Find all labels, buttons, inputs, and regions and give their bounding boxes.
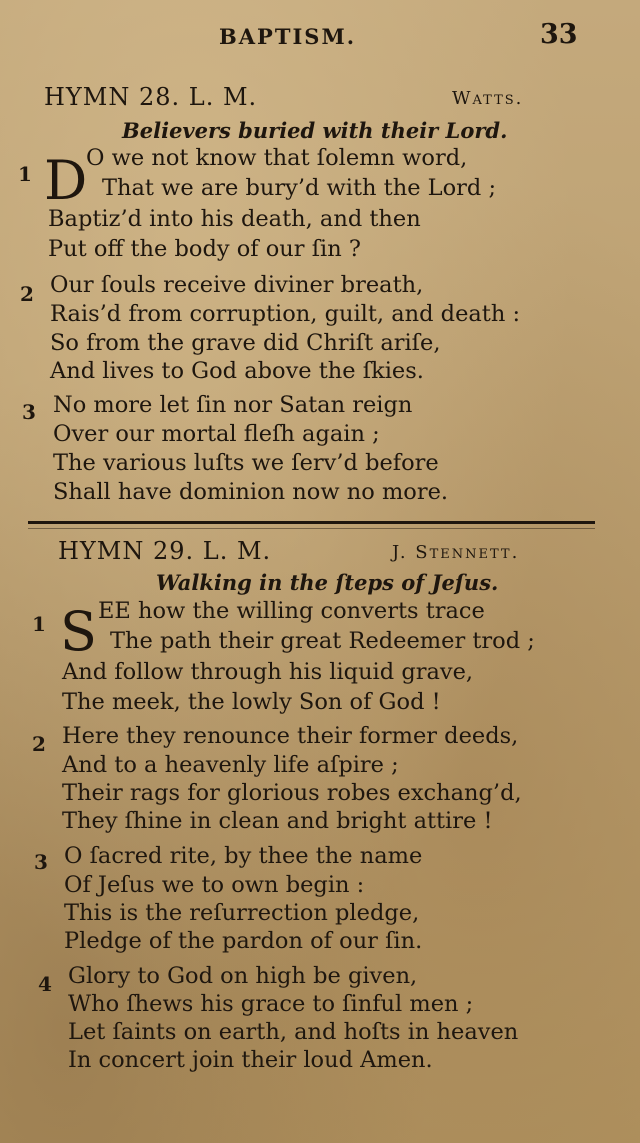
hymn-29-verse-4-line-1: Glory to God on high be given,: [68, 963, 418, 989]
page-number: 33: [540, 19, 578, 50]
hymn-29-verse-2-line-4: They ſhine in clean and bright attire !: [62, 808, 493, 834]
hymn-28-verse-2-line-3: So from the grave did Chriſt ariſe,: [50, 330, 441, 356]
hymn-28-verse-2-number: 2: [20, 282, 34, 306]
hymn-28-verse-3-number: 3: [22, 400, 36, 424]
hymn-29-verse-2-line-3: Their rags for glorious robes exchang’d,: [62, 780, 522, 806]
hymn-29-verse-3-line-2: Of Jeſus we to own begin :: [64, 872, 365, 898]
hymn-28-verse-1-line-3: Baptiz’d into his death, and then: [48, 206, 421, 232]
hymn-29-heading: HYMN 29. L. M.: [58, 537, 272, 565]
hymn-28-verse-1-line-2: That we are bury’d with the Lord ;: [102, 175, 497, 201]
hymn-28-verse-3-line-3: The various luſts we ſerv’d before: [53, 450, 439, 476]
hymn-29-verse-1-line-1: EE how the willing converts trace: [98, 598, 485, 624]
hymn-28-verse-3-line-1: No more let ſin nor Satan reign: [53, 392, 413, 418]
section-divider-thin: [28, 528, 595, 529]
hymn-29-verse-3-number: 3: [34, 850, 48, 874]
hymn-28-verse-2-line-2: Rais’d from corruption, guilt, and death :: [50, 301, 521, 327]
hymn-28-author: Watts.: [452, 88, 524, 109]
hymn-28-heading: HYMN 28. L. M.: [44, 83, 258, 111]
hymn-28-verse-1-number: 1: [18, 162, 32, 186]
hymn-29-verse-2-line-1: Here they renounce their former deeds,: [62, 723, 519, 749]
hymn-29-subtitle: Walking in the ſteps of Jeſus.: [156, 570, 499, 595]
hymn-29-verse-2-line-2: And to a heavenly life aſpire ;: [62, 752, 399, 778]
hymn-28-verse-2-line-4: And lives to God above the ſkies.: [50, 358, 424, 384]
hymn-29-verse-1-line-4: The meek, the lowly Son of God !: [62, 689, 441, 715]
hymn-29-verse-3-line-4: Pledge of the pardon of our ſin.: [64, 928, 423, 954]
hymn-28-subtitle: Believers buried with their Lord.: [122, 118, 508, 143]
running-head: BAPTISM.: [219, 24, 357, 49]
hymn-28-verse-3-line-4: Shall have dominion now no more.: [53, 479, 449, 505]
hymn-28-drop-cap: D: [44, 149, 88, 212]
hymn-29-verse-1-number: 1: [32, 612, 46, 636]
hymn-28-verse-3-line-2: Over our mortal fleſh again ;: [53, 421, 380, 447]
hymn-28-verse-2-line-1: Our ſouls receive diviner breath,: [50, 272, 424, 298]
hymn-29-drop-cap: S: [60, 600, 97, 663]
hymn-29-verse-4-line-2: Who ſhews his grace to ſinful men ;: [68, 991, 474, 1017]
hymn-29-verse-1-line-3: And follow through his liquid grave,: [62, 659, 474, 685]
hymn-29-verse-3-line-1: O ſacred rite, by thee the name: [64, 843, 423, 869]
hymn-29-author: J. Stennett.: [392, 542, 520, 563]
hymn-29-verse-4-line-3: Let ſaints on earth, and hoſts in heaven: [68, 1019, 519, 1045]
hymn-28-verse-1-line-4: Put off the body of our ſin ?: [48, 236, 361, 262]
section-divider: [28, 521, 595, 524]
hymn-29-verse-2-number: 2: [32, 732, 46, 756]
hymn-29-verse-1-line-2: The path their great Redeemer trod ;: [110, 628, 535, 654]
hymn-28-verse-1-line-1: O we not know that ſolemn word,: [86, 145, 468, 171]
hymn-29-verse-4-number: 4: [38, 972, 52, 996]
hymn-29-verse-4-line-4: In concert join their loud Amen.: [68, 1047, 433, 1073]
hymn-29-verse-3-line-3: This is the reſurrection pledge,: [64, 900, 420, 926]
